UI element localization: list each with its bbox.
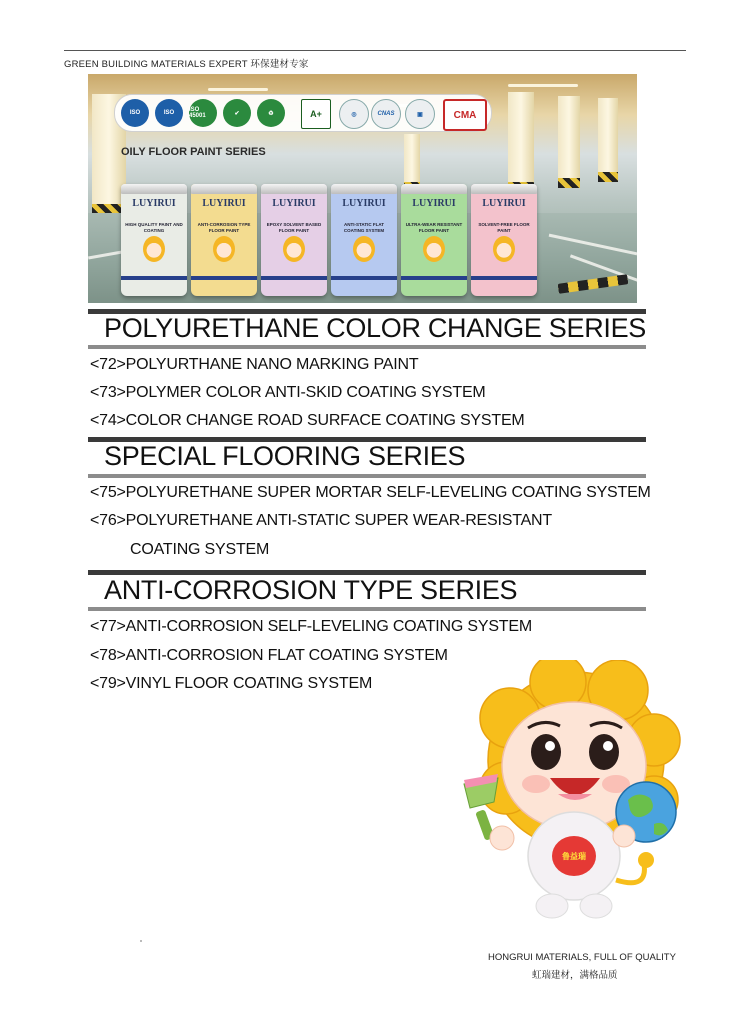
- lion-mascot: [458, 660, 694, 928]
- section-title: POLYURETHANE COLOR CHANGE SERIES: [104, 313, 647, 343]
- list-item: <75>POLYURETHANE SUPER MORTAR SELF-LEVELING COATING SYSTEM: [90, 484, 651, 501]
- can-brand: LUYIRUI: [482, 198, 526, 209]
- series-label: OILY FLOOR PAINT SERIES: [121, 146, 266, 158]
- iso-cert-icon: ISO: [155, 99, 183, 127]
- pillar: [598, 98, 618, 182]
- header-tagline: GREEN BUILDING MATERIALS EXPERT 环保建材专家: [64, 59, 309, 70]
- paint-can: [471, 184, 537, 296]
- environmental-cert-icon: ♻: [257, 99, 285, 127]
- paint-can: [191, 184, 257, 296]
- testing-cert-icon: ▣: [405, 99, 435, 129]
- pillar: [508, 92, 534, 192]
- section-bottom-rule: [88, 474, 646, 478]
- header-divider: [64, 50, 686, 51]
- list-item: <79>VINYL FLOOR COATING SYSTEM: [90, 675, 373, 692]
- paint-can: [121, 184, 187, 296]
- paint-can: [331, 184, 397, 296]
- paint-can: [261, 184, 327, 296]
- mascot-icon: [493, 236, 515, 262]
- list-item: <74>COLOR CHANGE ROAD SURFACE COATING SYSTEM: [90, 412, 525, 429]
- mascot-icon: [353, 236, 375, 262]
- cma-cert-icon: CMA: [443, 99, 487, 131]
- can-label: SOLVENT-FREE FLOOR PAINT: [478, 222, 530, 233]
- product-banner: [88, 74, 637, 303]
- mascot-icon: [143, 236, 165, 262]
- can-brand: LUYIRUI: [202, 198, 246, 209]
- footer-slogan-cn: 虹瑞建材，满格品质: [532, 970, 618, 981]
- can-brand: LUYIRUI: [272, 198, 316, 209]
- list-item-continuation: COATING SYSTEM: [130, 541, 270, 558]
- list-item: <76>POLYURETHANE ANTI-STATIC SUPER WEAR-RESISTANT: [90, 512, 552, 529]
- list-item: <78>ANTI-CORROSION FLAT COATING SYSTEM: [90, 647, 448, 664]
- can-brand: LUYIRUI: [132, 198, 176, 209]
- ceiling-light: [208, 88, 268, 91]
- can-label: ULTRA-WEAR RESISTANT FLOOR PAINT: [405, 222, 463, 233]
- mascot-icon: [423, 236, 445, 262]
- list-item: <72>POLYURTHANE NANO MARKING PAINT: [90, 356, 419, 373]
- a-plus-cert-icon: A+: [301, 99, 331, 129]
- can-label: EPOXY SOLVENT BASED FLOOR PAINT: [266, 222, 322, 233]
- can-label: ANTI-STATIC FLAT COATING SYSTEM: [343, 222, 385, 233]
- green-product-cert-icon: ✔: [223, 99, 251, 127]
- list-item: <77>ANTI-CORROSION SELF-LEVELING COATING SYSTEM: [90, 618, 532, 635]
- iso-cert-icon: ISO: [121, 99, 149, 127]
- pillar: [558, 96, 580, 188]
- can-label: ANTI-CORROSION TYPE FLOOR PAINT: [197, 222, 251, 233]
- certification-strip: [114, 94, 492, 132]
- pillar: [404, 134, 420, 190]
- section-bottom-rule: [88, 607, 646, 611]
- can-label: HIGH QUALITY PAINT AND COATING: [125, 222, 183, 233]
- iso45001-cert-icon: ISO 45001: [189, 99, 217, 127]
- ceiling-light: [508, 84, 578, 87]
- mascot-badge: 鲁益瑞: [562, 852, 586, 861]
- can-brand: LUYIRUI: [342, 198, 386, 209]
- mascot-icon: [283, 236, 305, 262]
- speck: [140, 940, 142, 942]
- section-title: ANTI-CORROSION TYPE SERIES: [104, 575, 518, 605]
- section-title: SPECIAL FLOORING SERIES: [104, 441, 466, 471]
- list-item: <73>POLYMER COLOR ANTI-SKID COATING SYSTEM: [90, 384, 486, 401]
- cnas-cert-icon: CNAS: [371, 99, 401, 129]
- footer-slogan-en: HONGRUI MATERIALS, FULL OF QUALITY: [488, 952, 676, 963]
- mascot-icon: [213, 236, 235, 262]
- ilac-cert-icon: ◎: [339, 99, 369, 129]
- paint-can: [401, 184, 467, 296]
- section-bottom-rule: [88, 345, 646, 349]
- can-brand: LUYIRUI: [412, 198, 456, 209]
